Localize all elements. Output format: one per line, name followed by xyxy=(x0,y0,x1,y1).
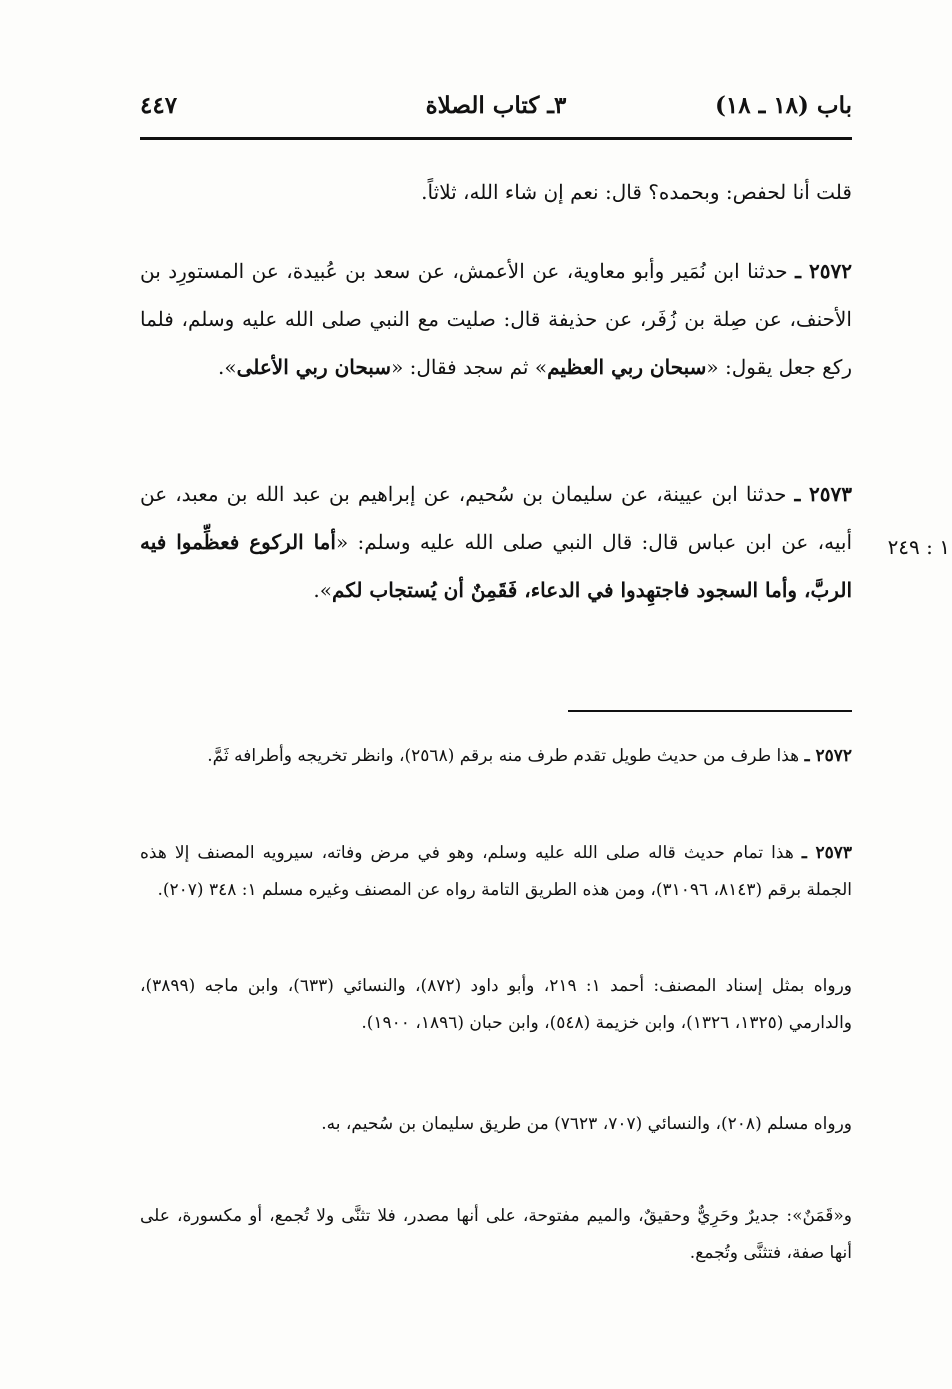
footnote-gloss xyxy=(140,1198,852,1272)
footnote-text: هذا طرف من حديث طويل تقدم طرف منه برقم (٢٥٦٨)، وانظر تخريجه وأطرافه ثَمَّ. xyxy=(207,746,805,766)
hadith-2573 xyxy=(140,470,852,614)
footnote-narrations-2 xyxy=(140,1106,852,1143)
footnote-divider xyxy=(568,710,852,712)
gloss-term: و«قَمَنٌ» xyxy=(792,1206,852,1226)
footnote-2573 xyxy=(140,835,852,909)
footnote-number: ٢٥٧٣ ـ xyxy=(801,843,852,863)
book-title: ٣ـ كتاب الصلاة xyxy=(425,92,567,119)
chapter-heading: باب (١٨ ـ ١٨) xyxy=(714,92,852,119)
gloss-text: : جديرٌ وحَرِيٌّ وحقيقٌ، والميم مفتوحة، على أنها مصدر، فلا تثنَّى ولا تُجمع، أو مكسورة، على أنها صفة، فتثنَّى وتُجمع. xyxy=(140,1206,852,1263)
hadith-quote: سبحان ربي العظيم xyxy=(547,355,707,379)
hadith-2572 xyxy=(140,247,852,391)
hadith-text: حدثنا ابن نُمَير وأبو معاوية، عن الأعمش، عن سعد بن عُبيدة، عن المستورِد بن الأحنف، عن صِلة بن زُفَر، عن حذيفة قال: صليت مع النبي صلى الله عليه وسلم، فلما ركع جعل يقول: « xyxy=(140,259,852,379)
hadith-number: ٢٥٧٢ ـ xyxy=(795,259,853,283)
hadith-quote: سبحان ربي الأعلى xyxy=(236,355,392,379)
hadith-text: ». xyxy=(313,578,333,602)
footnote-number: ٢٥٧٢ ـ xyxy=(804,746,852,766)
hadith-quote: أما الركوع فعظِّموا فيه الربَّ، وأما السجود فاجتهِدوا في الدعاء، فَقَمِنٌ أن يُستجاب لكم xyxy=(140,530,852,602)
footnote-text: ورواه بمثل إسناد المصنف: أحمد ١: ٢١٩، وأبو داود (٨٧٢)، والنسائي (٦٣٣)، وابن ماجه (٣٨٩٩)، والدارمي (١٣٢٥، ١٣٢٦)، وابن خزيمة (٥٤٨)، وابن حبان (١٨٩٦، ١٩٠٠). xyxy=(140,976,852,1033)
hadith-number: ٢٥٧٣ ـ xyxy=(794,482,852,506)
hadith-text: » ثم سجد فقال: « xyxy=(391,355,548,379)
running-header xyxy=(140,92,852,132)
hadith-text: ». xyxy=(217,355,237,379)
footnote-text: ورواه مسلم (٢٠٨)، والنسائي (٧٠٧، ٧٦٢٣) من طريق سليمان بن سُحيم، به. xyxy=(321,1114,852,1134)
footnote-text: هذا تمام حديث قاله صلى الله عليه وسلم، وهو في مرض وفاته، سيرويه المصنف إلا هذه الجملة برقم (٨١٤٣، ٣١٠٩٦)، ومن هذه الطريق التامة رواه عن المصنف وغيره مسلم ١: ٣٤٨ (٢٠٧). xyxy=(140,843,852,900)
intro-text: قلت أنا لحفص: وبحمده؟ قال: نعم إن شاء الله، ثلاثاً. xyxy=(421,180,852,204)
margin-reference: ١ : ٢٤٩ xyxy=(887,535,950,559)
footnote-2572 xyxy=(140,738,852,775)
intro-line xyxy=(140,168,852,216)
page-number: ٤٤٧ xyxy=(140,92,178,119)
header-divider xyxy=(140,137,852,140)
hadith-text: حدثنا ابن عيينة، عن سليمان بن سُحيم، عن إبراهيم بن عبد الله بن معبد، عن أبيه، عن ابن عباس قال: قال النبي صلى الله عليه وسلم: « xyxy=(140,482,853,554)
footnote-narrations-1 xyxy=(140,968,852,1042)
